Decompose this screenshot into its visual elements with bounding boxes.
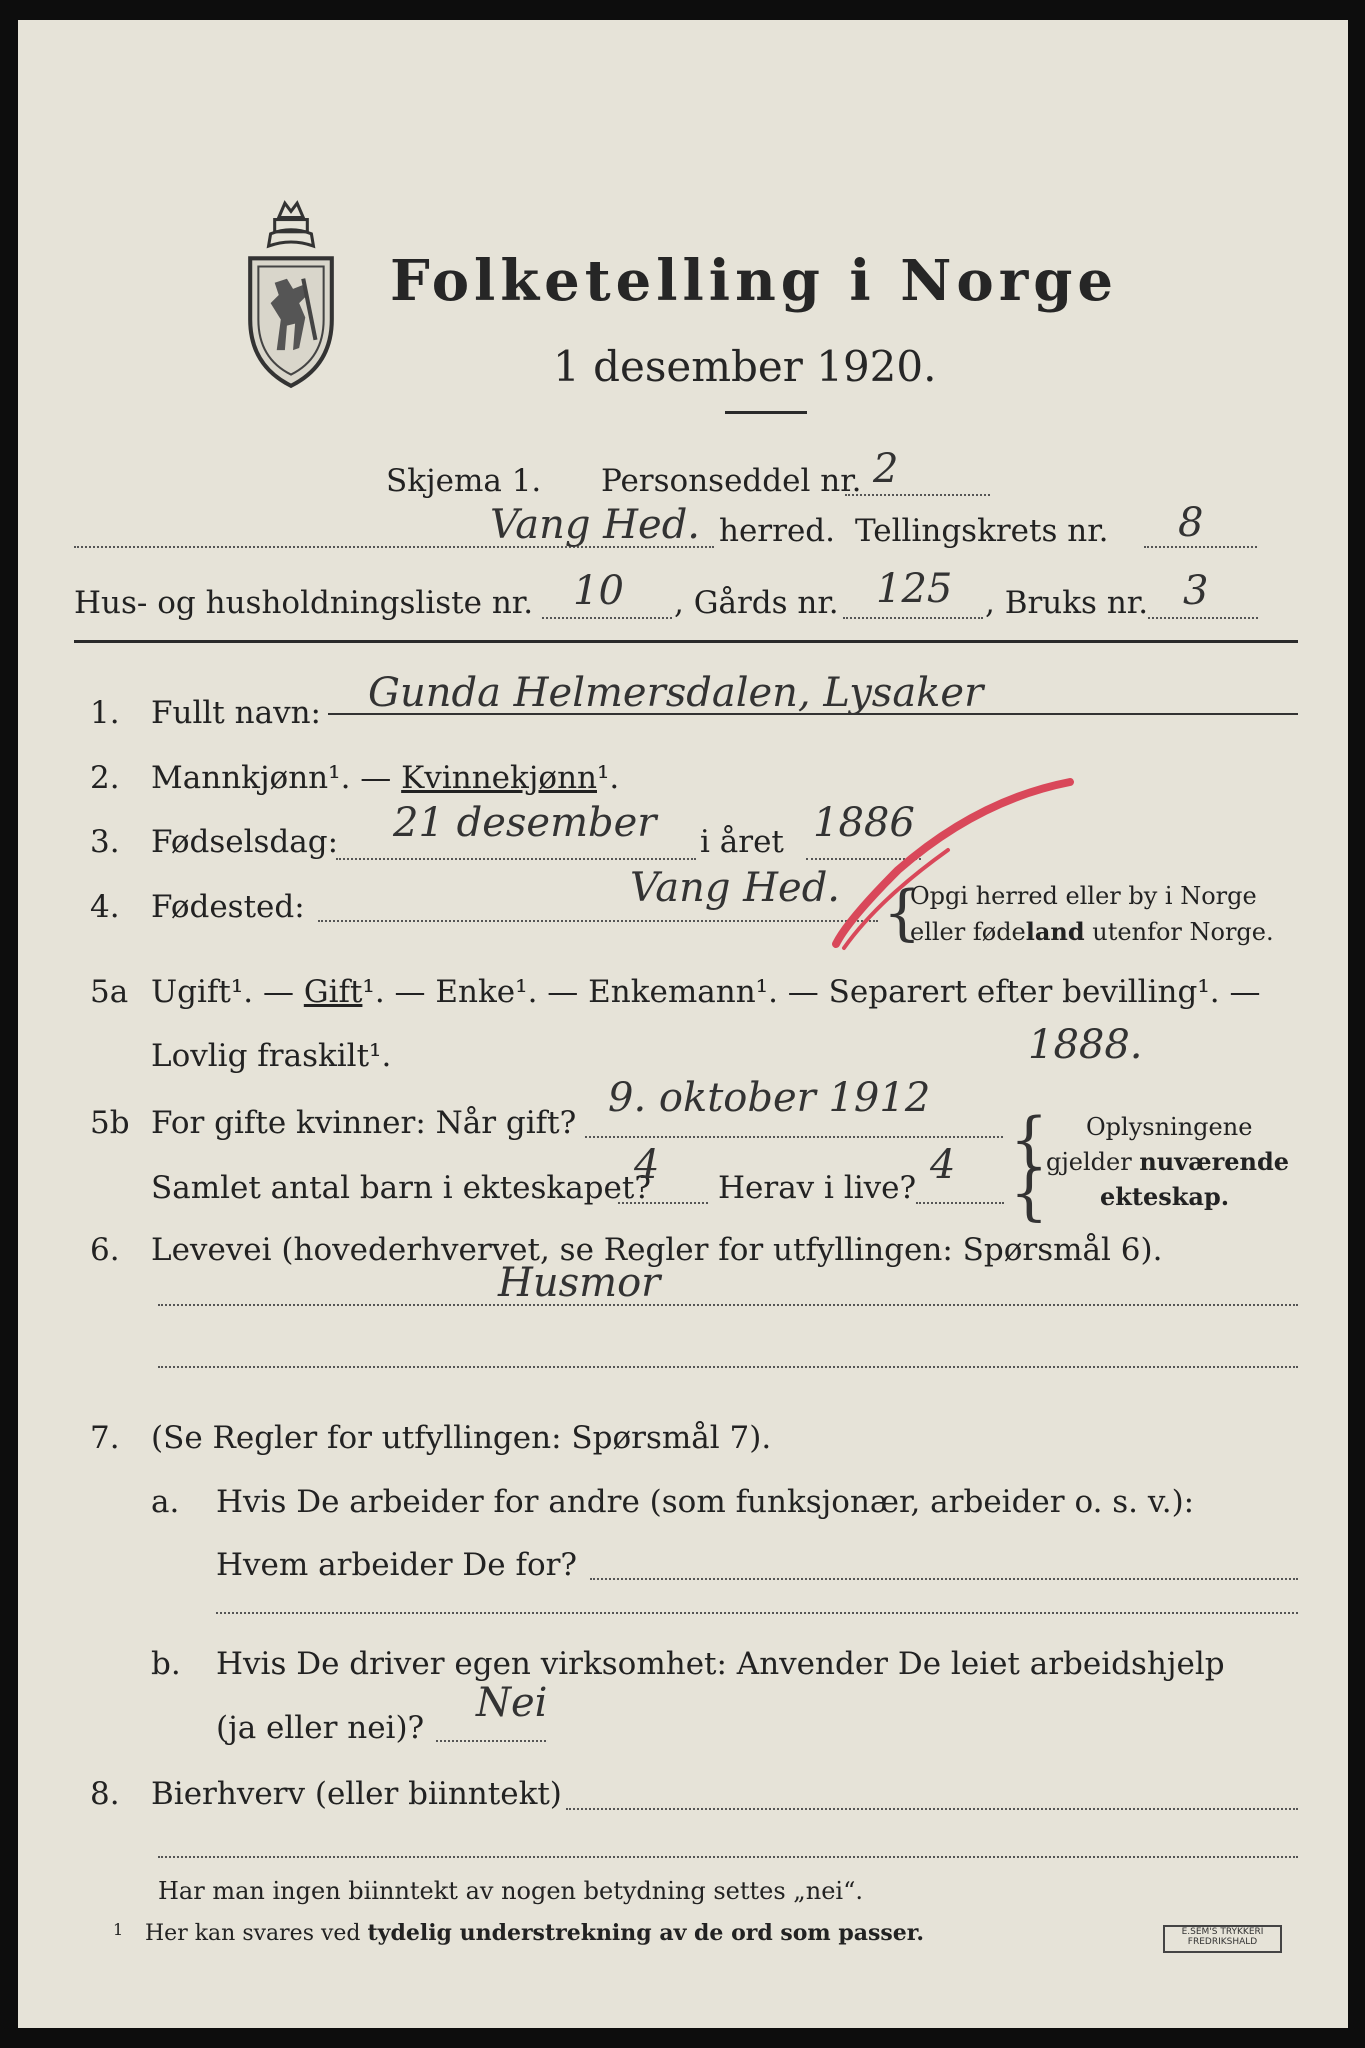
q3-birthday-line[interactable] bbox=[336, 858, 696, 860]
q4-birthplace-value: Vang Hed. bbox=[630, 865, 841, 911]
q2-female-underlined[interactable]: Kvinnekjønn bbox=[401, 760, 597, 796]
q7b-value: Nei bbox=[476, 1680, 548, 1726]
red-pencil-check-mark bbox=[18, 20, 28, 30]
q8-number: 8. bbox=[90, 1776, 120, 1812]
bruks-value: 3 bbox=[1183, 568, 1209, 614]
q3-label: Fødselsdag: bbox=[151, 824, 339, 860]
q7a-label: Hvis De arbeider for andre (som funksjonær, arbeider o. s. v.): bbox=[216, 1484, 1195, 1520]
q5b-brace-bottom: { bbox=[1010, 1158, 1049, 1228]
hus-value: 10 bbox=[573, 568, 624, 614]
q2-label bbox=[151, 760, 619, 796]
q5a-fraskilt[interactable]: Lovlig fraskilt¹. bbox=[151, 1038, 392, 1074]
q5b-alive-label: Herav i live? bbox=[718, 1170, 917, 1206]
norway-coat-of-arms-icon bbox=[240, 196, 342, 392]
q4-note-line1: Opgi herred eller by i Norge bbox=[910, 882, 1257, 910]
q5b-married-line[interactable] bbox=[585, 1136, 1003, 1138]
q5b-married-value: 9. oktober 1912 bbox=[608, 1075, 931, 1121]
bruks-line[interactable] bbox=[1148, 617, 1258, 619]
q5a-marital-options bbox=[151, 974, 1260, 1010]
personseddel-line[interactable] bbox=[845, 494, 990, 496]
q7a-line-2[interactable] bbox=[216, 1612, 1298, 1614]
q4-brace: { bbox=[883, 878, 922, 948]
tellingskrets-value: 8 bbox=[1178, 500, 1204, 546]
footnote-marker: 1 bbox=[113, 1920, 124, 1939]
title-divider bbox=[725, 411, 807, 414]
q7a-question: Hvem arbeider De for? bbox=[216, 1547, 578, 1583]
q3-year-value: 1886 bbox=[813, 800, 915, 846]
q5a-gift-underlined[interactable]: Gift bbox=[303, 974, 363, 1010]
q5b-alive-line[interactable] bbox=[916, 1202, 1004, 1204]
q6-number: 6. bbox=[90, 1232, 120, 1268]
q5b-label: For gifte kvinner: Når gift? bbox=[151, 1105, 577, 1141]
printer-stamp: E.SEM'S TRYKKERI FREDRIKSHALD bbox=[1163, 1925, 1282, 1953]
q5b-number: 5b bbox=[90, 1105, 130, 1141]
tellingskrets-line[interactable] bbox=[1144, 546, 1257, 548]
q5b-note-line1: Oplysningene bbox=[1086, 1113, 1253, 1141]
q7-number: 7. bbox=[90, 1420, 120, 1456]
census-date: 1 desember 1920. bbox=[553, 342, 937, 391]
form-title: Folketelling i Norge bbox=[390, 248, 1119, 314]
q2-number: 2. bbox=[90, 760, 120, 796]
skjema-label: Skjema 1. bbox=[386, 463, 542, 499]
q7b-line[interactable] bbox=[436, 1740, 546, 1742]
q7b-letter: b. bbox=[151, 1646, 181, 1682]
q3-year-line[interactable] bbox=[806, 858, 921, 860]
q8-line-2[interactable] bbox=[158, 1856, 1298, 1858]
q2-male[interactable]: Mannkjønn¹. — bbox=[151, 760, 392, 796]
q5b-alive-value: 4 bbox=[930, 1142, 956, 1188]
herred-value: Vang Hed. bbox=[490, 502, 701, 548]
q5a-other-options[interactable]: ¹. — Enke¹. — Enkemann¹. — Separert efter bevilling¹. — bbox=[362, 974, 1261, 1010]
gards-value: 125 bbox=[876, 566, 953, 612]
bruks-label: , Bruks nr. bbox=[985, 585, 1149, 621]
header-rule bbox=[74, 640, 1298, 643]
q5b-brace-top: { bbox=[1010, 1105, 1049, 1175]
q7a-line-1[interactable] bbox=[590, 1578, 1298, 1580]
q4-birthplace-line[interactable] bbox=[318, 920, 878, 922]
q5b-children-value: 4 bbox=[634, 1142, 660, 1188]
q7a-letter: a. bbox=[151, 1484, 180, 1520]
q1-full-name: Gunda Helmersdalen, Lysaker bbox=[368, 670, 984, 716]
q6-occupation-value: Husmor bbox=[498, 1260, 661, 1306]
q5a-ugift[interactable]: Ugift¹. — bbox=[151, 974, 304, 1010]
personseddel-label: Personseddel nr. bbox=[601, 463, 862, 499]
gards-label: , Gårds nr. bbox=[674, 585, 839, 621]
q1-number: 1. bbox=[90, 695, 120, 731]
q3-number: 3. bbox=[90, 824, 120, 860]
q4-label: Fødested: bbox=[151, 889, 305, 925]
q5b-note-line2: gjelder nuværende bbox=[1046, 1147, 1290, 1176]
q6-line-1[interactable] bbox=[158, 1304, 1298, 1306]
q7b-question: (ja eller nei)? bbox=[216, 1710, 425, 1746]
q7-label: (Se Regler for utfyllingen: Spørsmål 7). bbox=[151, 1420, 772, 1456]
q2-footnote: ¹. bbox=[597, 760, 620, 796]
q3-year-label: i året bbox=[700, 824, 784, 860]
q5b-correction: 1888. bbox=[1028, 1022, 1143, 1068]
q8-line-1[interactable] bbox=[566, 1808, 1298, 1810]
personseddel-value: 2 bbox=[873, 446, 899, 492]
q5b-children-label: Samlet antal barn i ekteskapet? bbox=[151, 1170, 651, 1206]
q8-label: Bierhverv (eller biinntekt) bbox=[151, 1776, 562, 1812]
q7b-label: Hvis De driver egen virksomhet: Anvender De leiet arbeidshjelp bbox=[216, 1646, 1225, 1682]
q5b-note-line3: ekteskap. bbox=[1100, 1182, 1230, 1211]
q6-line-2[interactable] bbox=[158, 1366, 1298, 1368]
gards-line[interactable] bbox=[843, 617, 983, 619]
herred-label: herred. bbox=[719, 513, 835, 549]
q5a-number: 5a bbox=[90, 974, 129, 1010]
q5b-children-line[interactable] bbox=[618, 1202, 708, 1204]
hus-label: Hus- og husholdningsliste nr. bbox=[74, 585, 534, 621]
hus-line[interactable] bbox=[542, 617, 672, 619]
tellingskrets-label: Tellingskrets nr. bbox=[855, 513, 1109, 549]
footnote-text: Her kan svares ved tydelig understrekning av de ord som passer. bbox=[145, 1920, 925, 1946]
q4-note-line2: eller fødeland utenfor Norge. bbox=[910, 917, 1274, 946]
q1-label: Fullt navn: bbox=[151, 695, 321, 731]
bottom-note: Har man ingen biinntekt av nogen betydning settes „nei“. bbox=[158, 1877, 863, 1905]
q4-number: 4. bbox=[90, 889, 120, 925]
census-form bbox=[18, 20, 1348, 2028]
q3-birthday-value: 21 desember bbox=[393, 800, 657, 846]
q6-label: Levevei (hovederhvervet, se Regler for utfyllingen: Spørsmål 6). bbox=[151, 1232, 1163, 1268]
